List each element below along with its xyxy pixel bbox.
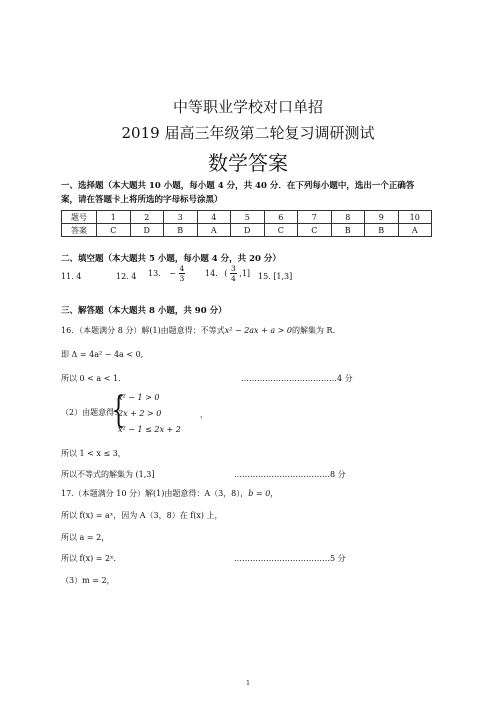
table-cell: D (231, 224, 265, 237)
q16-line2: 即 Δ = 4a² − 4a < 0, (61, 350, 144, 359)
q16-line3: 所以 0 < a < 1． (61, 374, 127, 383)
q16-line5: 所以 1 < x ≤ 3， (61, 449, 126, 458)
table-cell: B (365, 224, 399, 237)
q17-line4: 所以 f(x) = 2ˣ． (61, 554, 122, 563)
q16-score-4: ………………………………4 分 (241, 374, 353, 383)
table-cell: B (164, 224, 198, 237)
q16-line1 (61, 325, 335, 336)
table-row-label: 答案 (62, 224, 97, 237)
table-cell: 5 (231, 211, 265, 224)
table-cell: 1 (97, 211, 131, 224)
table-cell: C (264, 224, 298, 237)
table-cell: 8 (331, 211, 365, 224)
section3-heading: 三、解答题（本大题共 8 小题，共 90 分） (61, 306, 227, 316)
answer-14-close: ,1] (239, 269, 251, 278)
answer-14-label: 14. (205, 269, 218, 278)
q16-system-eq3: x² − 1 ≤ 2x + 2 (118, 425, 181, 434)
table-cell: A (197, 224, 231, 237)
header-line1: 中等职业学校对口单招 (172, 98, 323, 116)
answer-12: 12. 4 (116, 272, 137, 281)
table-cell: 7 (298, 211, 332, 224)
answer-11: 11. 4 (61, 272, 82, 281)
answer-14-fraction (230, 264, 237, 283)
table-cell: 6 (264, 211, 298, 224)
answer-13-sign: − (169, 269, 176, 278)
section1-heading-cont: 案，请在答题卡上将所选的字母标号涂黑） (61, 195, 223, 205)
fraction-denominator: 3 (179, 274, 185, 283)
table-cell: D (130, 224, 164, 237)
q16-line1-text: 16．（本题满分 8 分）解(1)由题意得：不等式 (61, 326, 225, 335)
answer-13-label: 13. (148, 269, 161, 278)
table-cell: 2 (130, 211, 164, 224)
q17-line5: （3）m = 2， (61, 576, 115, 585)
q17-line2: 所以 f(x) = aˣ，因为 A（3，8）在 f(x) 上， (61, 511, 223, 520)
q16-system-comma: ， (200, 410, 208, 419)
answer-13 (148, 264, 185, 283)
table-row-label: 题号 (62, 211, 97, 224)
q16-inequality: x² − 2ax + a > 0 (224, 326, 293, 335)
q17-line1 (61, 488, 278, 499)
fraction-numerator: 3 (230, 264, 236, 273)
table-cell: C (97, 224, 131, 237)
table-row-answers (62, 224, 432, 237)
q17-line1-text: 17.（本题满分 10 分）解(1)由题意得：A（3，8）， (61, 489, 249, 498)
table-cell: 4 (197, 211, 231, 224)
table-cell: 3 (164, 211, 198, 224)
page-number: 1 (246, 680, 250, 687)
fraction-denominator: 4 (230, 274, 236, 283)
section1-heading: 一、选择题（本大题共 10 小题，每小题 4 分，共 40 分．在下列每小题中，选出一个正确答 (61, 181, 415, 191)
table-cell: 10 (398, 211, 432, 224)
answer-14-open: ( (224, 269, 228, 278)
q16-part2-label: （2）由题意得： (61, 408, 123, 417)
header-line2: 2019 届高三年级第二轮复习调研测试 (121, 124, 375, 142)
q16-line6: 所以不等式的解集为 (1,3] (61, 470, 155, 479)
q17-b-value: b = 0 (248, 489, 271, 498)
answer-13-fraction (179, 264, 186, 283)
table-row-numbers (62, 211, 432, 224)
q16-score-8: ………………………………8 分 (234, 470, 346, 479)
answer-15: 15. [1,3] (258, 272, 293, 281)
q17-line1-end: ， (270, 489, 279, 498)
table-cell: B (331, 224, 365, 237)
q16-system-eq1: x² − 1 > 0 (118, 393, 160, 402)
q17-line3: 所以 a = 2， (61, 533, 110, 542)
table-cell: 9 (365, 211, 399, 224)
system-brace: { (111, 390, 126, 431)
fraction-numerator: 4 (179, 264, 185, 273)
section2-heading: 二、填空题（本大题共 5 小题，每小题 4 分，共 20 分） (61, 254, 281, 264)
q17-score-5: ………………………………5 分 (234, 554, 346, 563)
table-cell: A (398, 224, 432, 237)
answer-14 (205, 264, 250, 283)
header-title: 数学答案 (208, 151, 288, 175)
q16-system-eq2: 2x + 2 > 0 (118, 409, 162, 418)
answer-table (61, 210, 432, 237)
table-cell: C (298, 224, 332, 237)
q16-line1-end: 的解集为 R. (292, 326, 336, 335)
